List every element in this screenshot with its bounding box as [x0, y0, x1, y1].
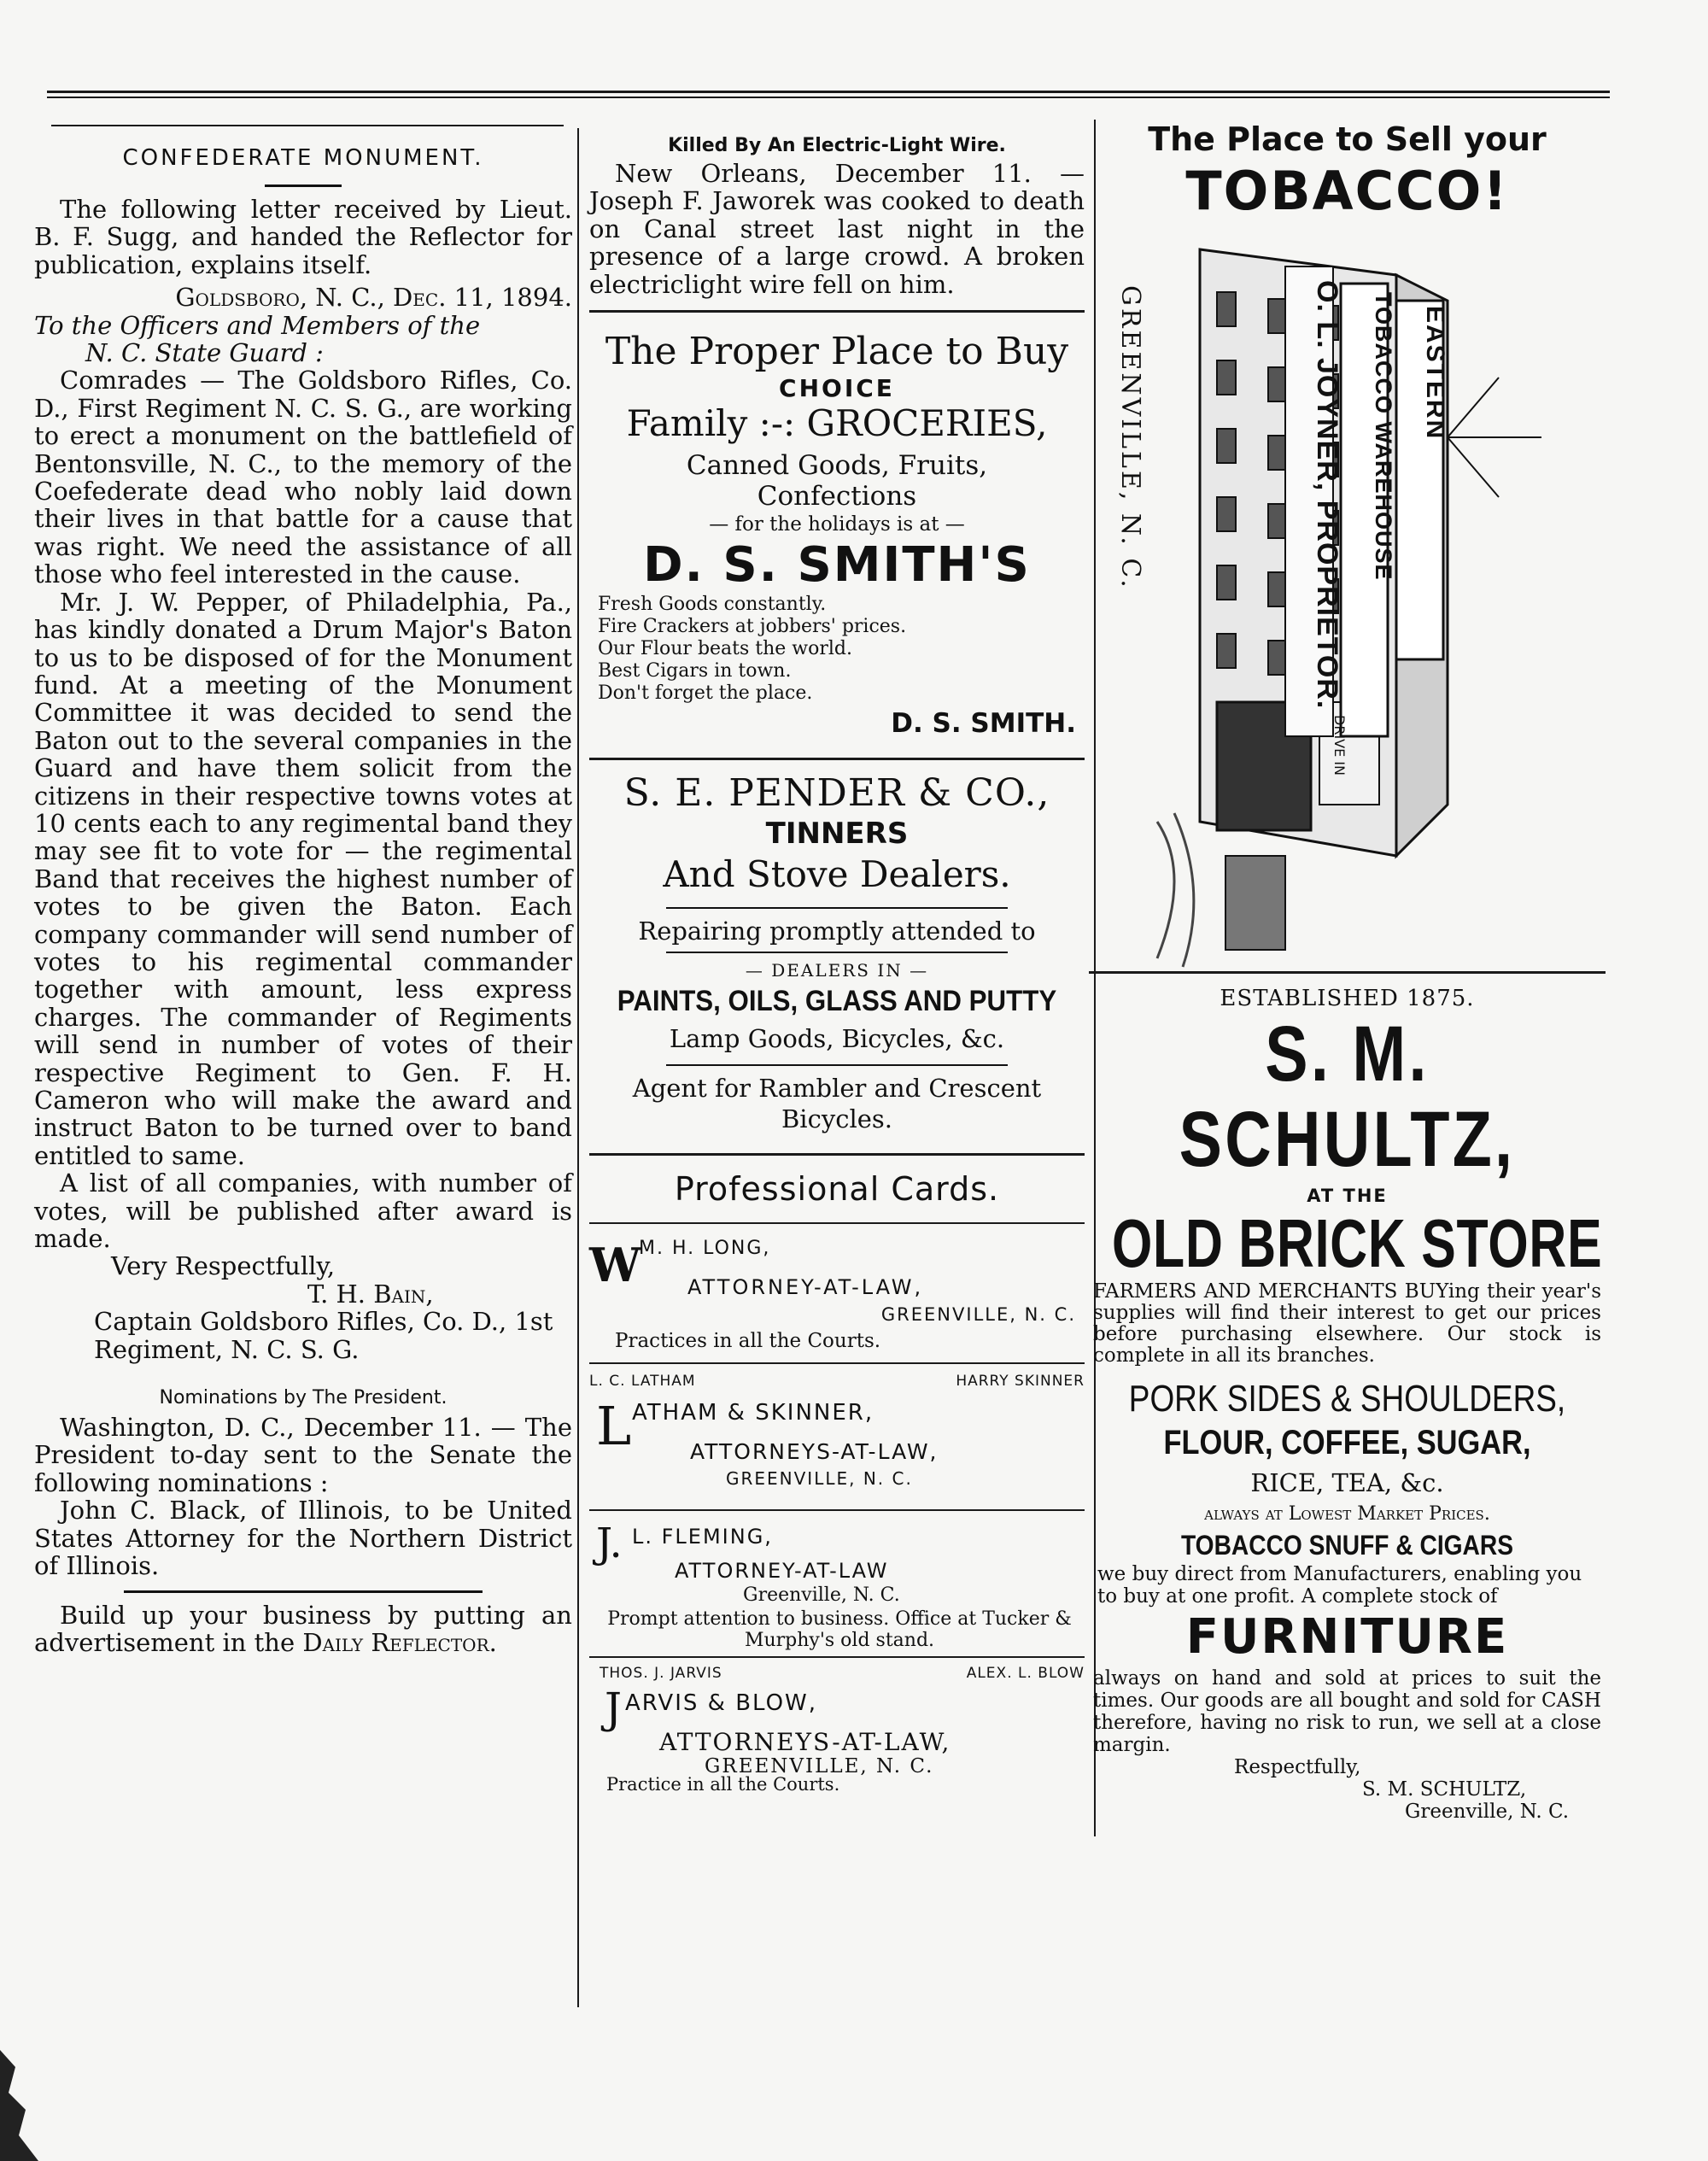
jarvis-place: GREENVILLE, N. C. — [705, 1755, 934, 1778]
at-the: AT THE — [1307, 1186, 1388, 1206]
salutation-line-2: N. C. State Guard : — [85, 338, 324, 368]
nominations-heading: Nominations by The President. — [159, 1387, 447, 1409]
direct-paragraph: we buy direct from Manufacturers, enabling you to buy at one profit. A complete stock of — [1097, 1563, 1582, 1608]
smith-line-1: The Proper Place to Buy — [605, 330, 1069, 374]
comrades-paragraph: Comrades — The Goldsboro Rifles, Co. D., First Regiment N. C. S. G., are working to erect a monument on the battlefield of Bentonsville, N. C., to the memory of the Coefederate dead who nobly laid down their lives in that battle for a cause that was right. We need the assistance of all those who feel interested in the cause. — [34, 366, 572, 589]
jarvis-initial: J — [605, 1684, 623, 1734]
long-initial: W — [589, 1238, 641, 1293]
jarvis-right-name: ALEX. L. BLOW — [966, 1665, 1085, 1683]
jarvis-practice: Practice in all the Courts. — [606, 1774, 840, 1795]
flag-wire-2 — [1448, 378, 1499, 437]
pender-agent: Agent for Rambler and Crescent Bicycles. — [632, 1074, 1042, 1134]
heading-rule — [265, 184, 342, 187]
smith-line-5: — for the holidays is at — — [709, 513, 965, 536]
signer-name: T. H. Bain, — [307, 1279, 434, 1309]
long-title: ATTORNEY-AT-LAW, — [687, 1275, 924, 1300]
fleming-initial: J. — [596, 1520, 623, 1568]
latham-card — [589, 1373, 1085, 1501]
sign-warehouse-text: TOBACCO WAREHOUSE — [1371, 292, 1396, 581]
pender-rule-2 — [666, 952, 1008, 953]
column-1 — [34, 128, 572, 1656]
warehouse-illustration — [1089, 224, 1606, 975]
pepper-paragraph: Mr. J. W. Pepper, of Philadelphia, Pa., has kindly donated a Drum Major's Baton to us to be disposed of for the Monument fund. At a meeting of the Monument Committee it was decided to send the Baton out to the several companies in the Guard and have them solicit from the citizens in their respective towns votes at 10 cents each to any regimental band they may see fit to vote for — the regimental Band that receives the highest number of votes to be given the Baton. Each company commander will send number of votes to his regimental commander together with amount, less express charges. The commander of Regiments will send in number of votes of their respective Regiment to Gen. F. H. Cameron who will make the award and instruct Baton to be turned over to band entitled to same. — [34, 587, 572, 1170]
long-name: M. H. LONG, — [639, 1238, 771, 1260]
pender-rule-3 — [666, 1064, 1008, 1066]
latham-left-name: L. C. LATHAM — [589, 1373, 696, 1391]
schultz-respectfully: Respectfully, — [1234, 1756, 1361, 1778]
smith-choice: CHOICE — [779, 374, 895, 403]
front-fence — [1225, 856, 1285, 950]
long-card — [589, 1233, 1085, 1359]
latham-right-name: HARRY SKINNER — [956, 1373, 1085, 1391]
professional-rule — [589, 1222, 1085, 1224]
fleming-note: Prompt attention to business. Office at Tucker & Murphy's old stand. — [607, 1608, 1072, 1652]
pender-repair: Repairing promptly attended to — [638, 917, 1036, 946]
pender-bottom-rule — [589, 1153, 1085, 1156]
pender-lamp: Lamp Goods, Bicycles, &c. — [669, 1024, 1005, 1054]
column-2 — [589, 128, 1085, 1793]
long-place: GREENVILLE, N. C. — [880, 1304, 1076, 1326]
fleming-place: Greenville, N. C. — [743, 1584, 900, 1607]
column-divider-1 — [577, 128, 579, 2007]
schultz-signature: S. M. SCHULTZ, — [1362, 1778, 1527, 1801]
pork-line: PORK SIDES & SHOULDERS, — [1128, 1378, 1566, 1420]
nominations-rule — [124, 1590, 483, 1593]
furniture: FURNITURE — [1185, 1609, 1509, 1665]
always-paragraph: always on hand and sold at prices to suit the times. Our goods are all bought and sold for CASH therefore, having no risk to run, we sell at a close margin. — [1093, 1667, 1601, 1756]
smith-line-3: Canned Goods, Fruits, — [686, 450, 988, 482]
killed-text: New Orleans, December 11. — Joseph F. Jaworek was cooked to death on Canal street last night in the presence of a large crowd. A broken electriclight wire fell on him. — [589, 159, 1085, 299]
column-3 — [1089, 120, 1606, 1823]
flag-wire-3 — [1448, 437, 1499, 497]
smith-signature: D. S. SMITH. — [891, 708, 1076, 740]
daily-reflector: Daily Reflector. — [302, 1627, 497, 1657]
flour-line: FLOUR, COFFEE, SUGAR, — [1163, 1424, 1531, 1461]
build-business-text — [34, 1602, 572, 1657]
build-business-line: Build up your business by putting an advertisement in the — [34, 1600, 572, 1657]
tobacco-rule — [1089, 971, 1606, 974]
sign-joyner-text: O. L. JOYNER, PROPRIETOR. — [1311, 280, 1343, 710]
top-rule-inner — [47, 97, 1610, 98]
pender-tinners: TINNERS — [765, 817, 909, 852]
pender-dealers: — DEALERS IN — — [745, 960, 929, 981]
pender-name: S. E. PENDER & CO., — [623, 771, 1050, 816]
lowest-prices: always at Lowest Market Prices. — [1204, 1503, 1490, 1525]
warehouse-building-drawing — [1140, 224, 1550, 975]
jarvis-name: ARVIS & BLOW, — [625, 1690, 818, 1717]
latham-place: GREENVILLE, N. C. — [726, 1468, 913, 1490]
professional-cards-heading: Professional Cards. — [674, 1170, 1000, 1209]
latham-title: ATTORNEYS-AT-LAW, — [690, 1439, 939, 1465]
signer-title: Captain Goldsboro Rifles, Co. D., 1st Regiment, N. C. S. G. — [94, 1307, 553, 1364]
page-corner-damage — [0, 2050, 51, 2161]
long-practice: Practices in all the Courts. — [615, 1330, 881, 1353]
smith-item: Fresh Goods constantly. — [598, 594, 827, 616]
rice-line: RICE, TEA, &c. — [1250, 1468, 1444, 1497]
dateline: Goldsboro, N. C., Dec. 11, 1894. — [175, 283, 572, 313]
top-rule-col1 — [51, 125, 564, 126]
smith-items — [589, 594, 1085, 705]
jarvis-title: ATTORNEYS-AT-LAW, — [659, 1728, 951, 1757]
pender-paints: PAINTS, OILS, GLASS AND PUTTY — [617, 985, 1057, 1018]
torn-edge — [0, 2050, 38, 2161]
killed-rule — [589, 310, 1085, 313]
smith-item: Don't forget the place. — [598, 682, 813, 705]
smith-rule — [589, 758, 1085, 760]
jarvis-left-name: THOS. J. JARVIS — [600, 1665, 722, 1683]
pender-stove: And Stove Dealers. — [663, 853, 1011, 896]
smith-line-2: Family :-: GROCERIES, — [626, 402, 1048, 445]
killed-heading: Killed By An Electric-Light Wire. — [668, 135, 1006, 156]
latham-initial: L — [596, 1395, 632, 1458]
smith-item: Fire Crackers at jobbers' prices. — [598, 616, 907, 638]
tobacco-line-1: The Place to Sell your — [1148, 120, 1547, 158]
list-paragraph: A list of all companies, with number of votes, will be published after award is made. — [34, 1168, 572, 1254]
monument-heading: CONFEDERATE MONUMENT. — [122, 145, 484, 171]
black-nomination: John C. Black, of Illinois, to be United States Attorney for the Northern District of Illinois. — [34, 1496, 572, 1581]
fleming-title: ATTORNEY-AT-LAW — [675, 1559, 889, 1584]
schultz-place: Greenville, N. C. — [1405, 1801, 1570, 1823]
intro-paragraph: The following letter received by Lieut. B. F. Sugg, and handed the Reflector for publication, explains itself. — [34, 195, 572, 279]
latham-rule — [589, 1509, 1085, 1511]
closing: Very Respectfully, — [111, 1251, 336, 1281]
fleming-card — [589, 1520, 1085, 1652]
pender-rule — [666, 907, 1008, 909]
smith-name: D. S. SMITH'S — [643, 537, 1031, 594]
fleming-rule — [589, 1656, 1085, 1658]
latham-name: ATHAM & SKINNER, — [632, 1400, 874, 1426]
farmers-paragraph: FARMERS AND MERCHANTS BUYing their year's supplies will find their interest to get our prices before purchasing elsewhere. Our stock is complete in all its branches. — [1093, 1280, 1601, 1367]
tobacco-line-2: TOBACCO! — [1185, 160, 1509, 222]
top-rule — [47, 91, 1610, 93]
nominations-paragraph: Washington, D. C., December 11. — The President to-day sent to the Senate the following nominations : — [34, 1413, 572, 1497]
established: ESTABLISHED 1875. — [1220, 986, 1475, 1011]
salutation-line-1: To the Officers and Members of the — [34, 310, 481, 340]
long-rule — [589, 1362, 1085, 1364]
foliage-strokes — [1157, 813, 1194, 967]
jarvis-card — [589, 1665, 1085, 1793]
schultz-name: S. M. SCHULTZ, — [1179, 1010, 1516, 1183]
smith-item: Our Flour beats the world. — [598, 638, 853, 660]
old-brick-store: OLD BRICK STORE — [1112, 1205, 1603, 1281]
greenville-vertical-label: GREENVILLE, N. C. — [1115, 285, 1145, 590]
smith-line-4: Confections — [757, 481, 917, 512]
fleming-name: L. FLEMING, — [632, 1525, 773, 1549]
smith-item: Best Cigars in town. — [598, 660, 792, 682]
sign-eastern-text: EASTERN — [1421, 306, 1449, 441]
sign-drive-in-text: DRIVE IN — [1331, 715, 1348, 776]
tobacco-snuff-line: TOBACCO SNUFF & CIGARS — [1180, 1530, 1514, 1561]
